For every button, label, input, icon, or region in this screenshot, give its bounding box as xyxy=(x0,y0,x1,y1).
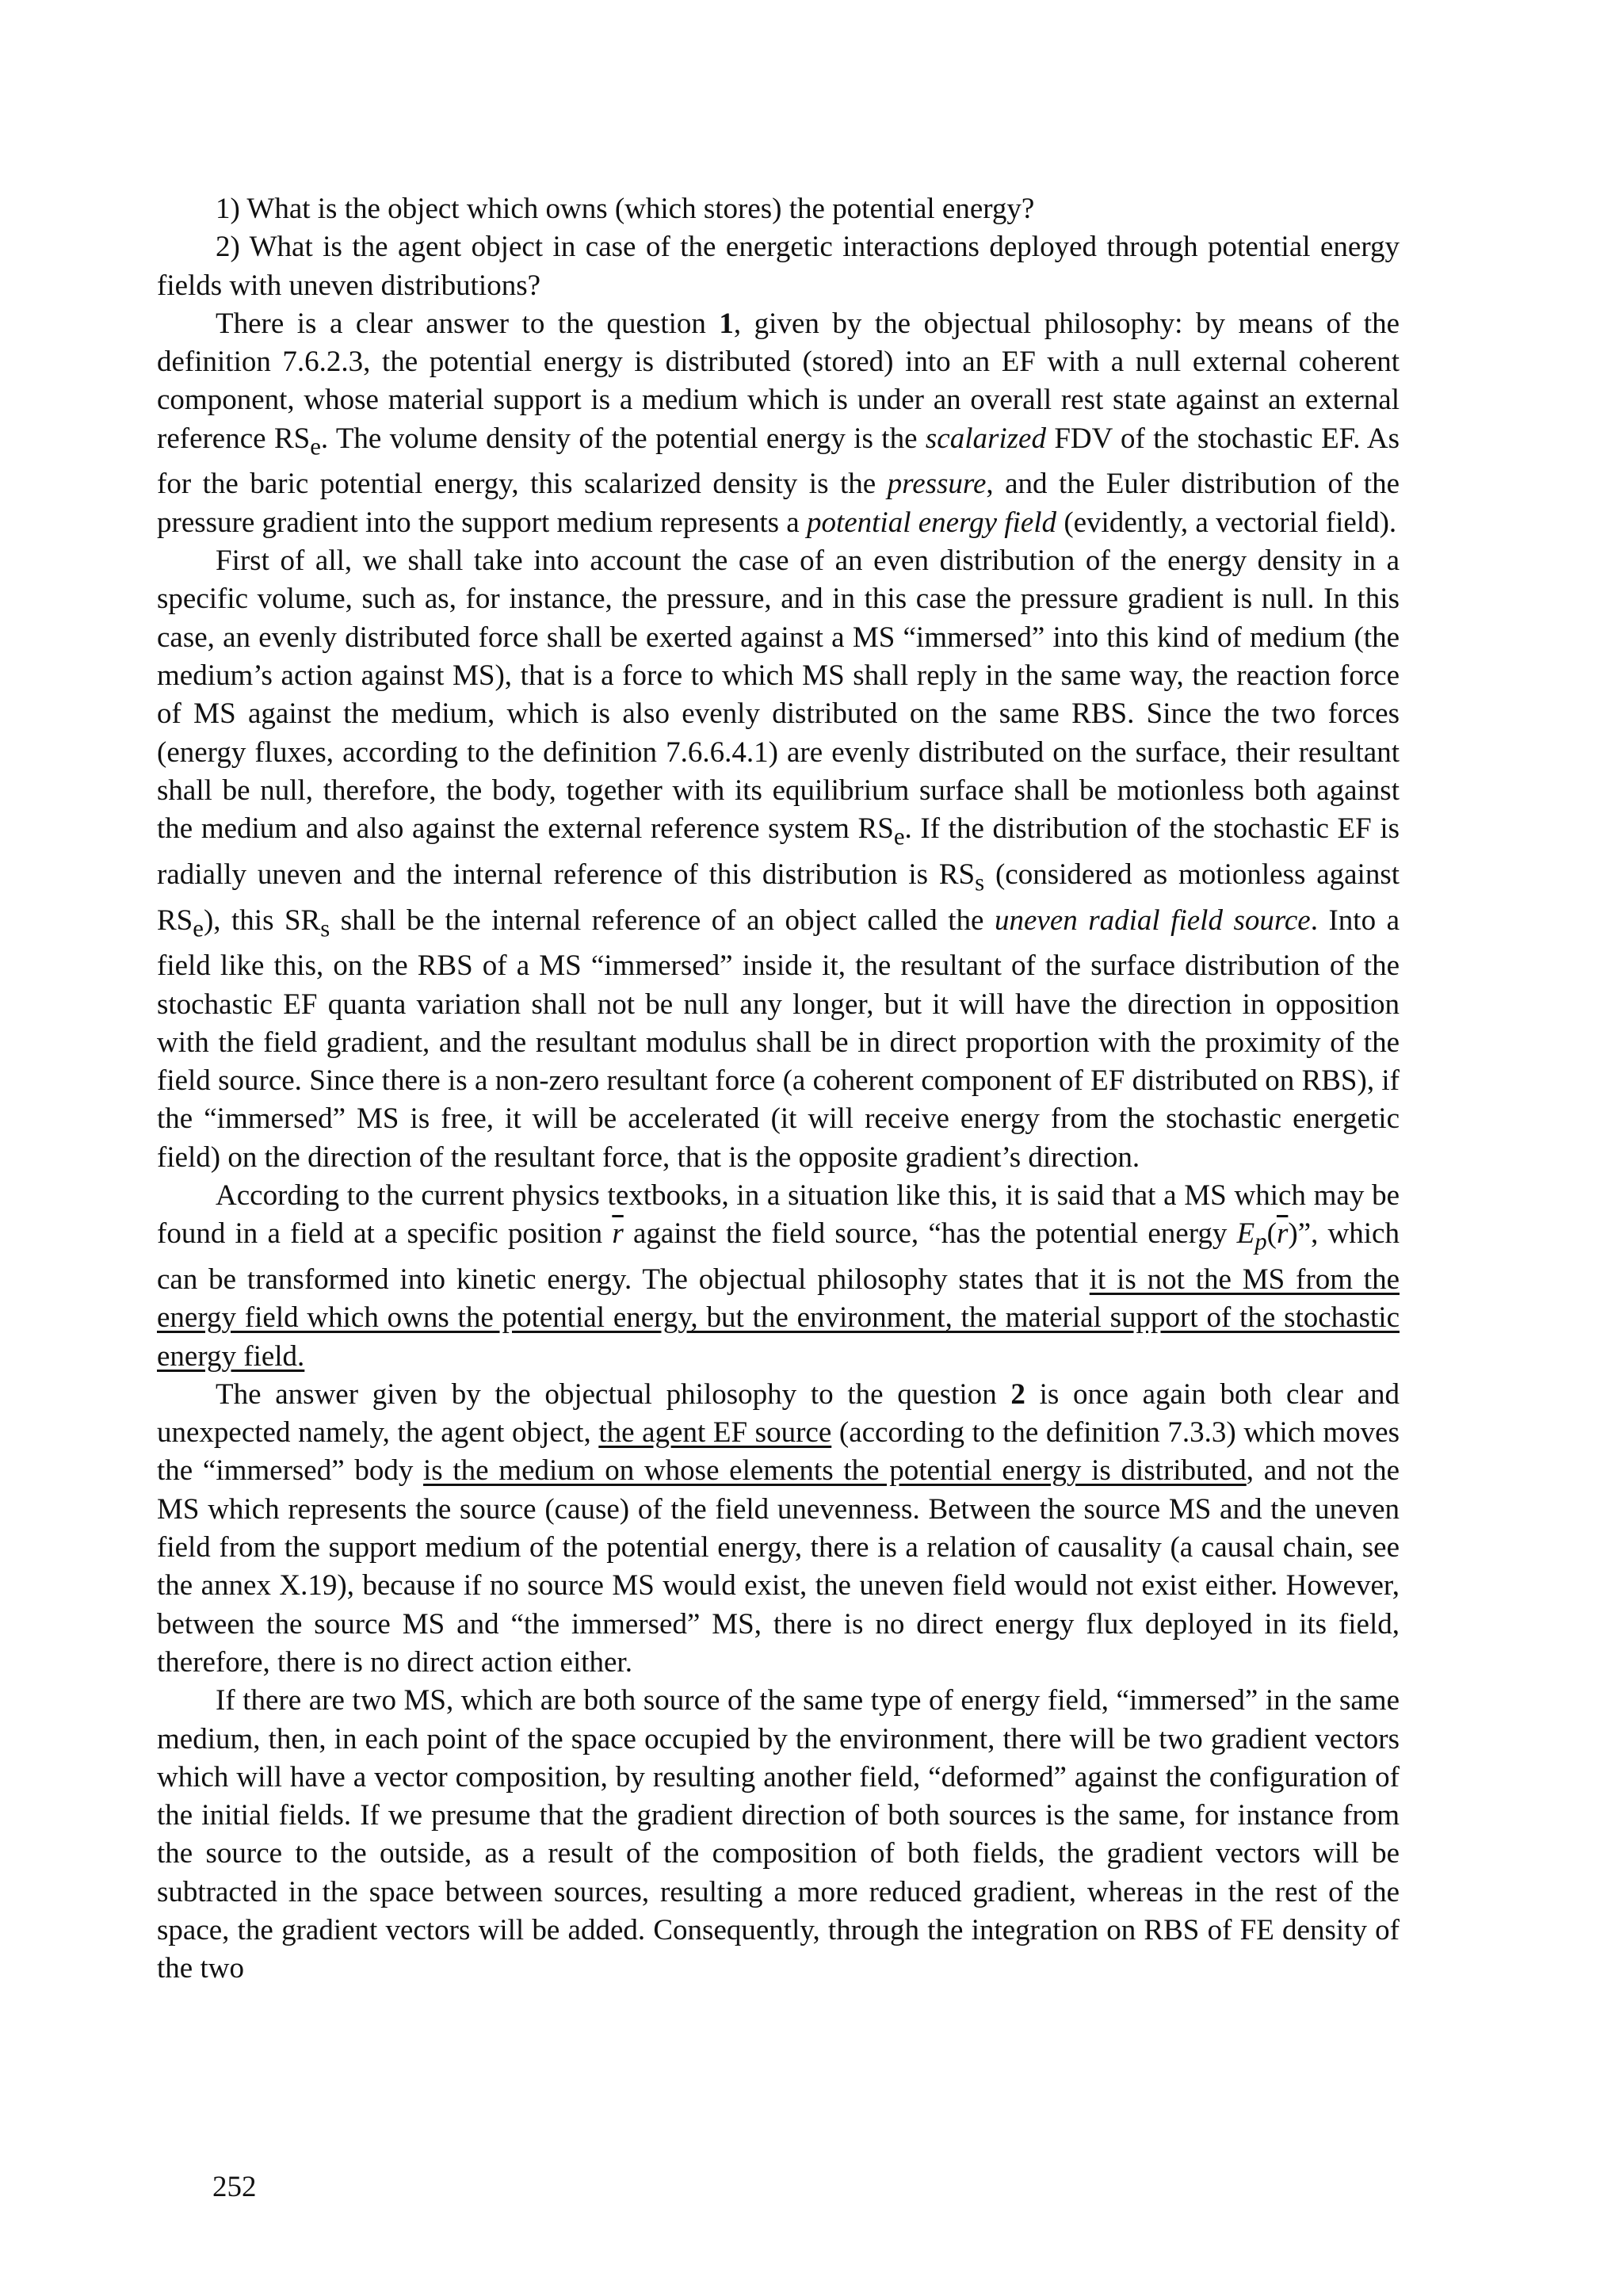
text-run: (considered as motionless against RS xyxy=(157,858,1400,937)
italic-run: pressure xyxy=(887,468,987,501)
math-E: E xyxy=(1236,1217,1255,1251)
document-body xyxy=(157,190,1400,1988)
paragraph-two-sources xyxy=(157,1682,1400,1988)
text-run: ”, which can be transformed into kinetic energy. The objectual philosophy states that xyxy=(157,1217,1400,1296)
paragraph-even-distribution xyxy=(157,542,1400,1177)
text-run: shall be the internal reference of an object called the xyxy=(330,904,995,937)
underlined-run: is the medium on whose elements the potential energy is distributed xyxy=(423,1454,1247,1488)
italic-run: uneven radial field source xyxy=(994,904,1311,937)
subscript: s xyxy=(975,869,985,896)
text-run: (according to the definition 7.3.3) which moves the “immersed” body xyxy=(157,1416,1400,1488)
underlined-run: it is not the MS from the energy field which owns the potential energy, but the environment, the material support of the stochastic energy field. xyxy=(157,1263,1400,1373)
paragraph-textbooks xyxy=(157,1177,1400,1376)
paragraph-answer-2 xyxy=(157,1376,1400,1682)
text-run: There is a clear answer to the question xyxy=(216,307,720,340)
text-run: According to the current physics textbooks, in a situation like this, it is said that a MS which may be found in a field at a specific position xyxy=(157,1179,1400,1251)
text-run: FDV of the stochastic EF. As for the baric potential energy, this scalarized density is the xyxy=(157,422,1400,501)
text-run: . The volume density of the potential energy is the xyxy=(320,422,926,455)
subscript: e xyxy=(893,823,905,850)
text-run: . If the distribution of the stochastic EF is radially uneven and the internal reference of this distribution is RS xyxy=(157,812,1400,891)
bold-run: 1 xyxy=(719,307,734,340)
question-1 xyxy=(157,190,1400,228)
subscript: s xyxy=(320,914,330,942)
text-run: First of all, we shall take into account the case of an even distribution of the energy density in a specific volume, such as, for instance, the pressure, and in this case the pressure gradient is null. In this case, an evenly distributed force shall be exerted against a MS “immersed” into this kind of medium (the medium’s action against MS), that is a force to which MS shall reply in the same way, the reaction force of MS against the medium, which is also evenly distributed on the same RBS. Since the two forces (energy fluxes, according to the definition 7.6.6.4.1) are evenly distributed on the surface, their resultant shall be null, therefore, the body, together with its equilibrium surface shall be motionless both against the medium and also against the external reference system RS xyxy=(157,544,1400,846)
page-number: 252 xyxy=(212,2171,257,2203)
question-2-text: 2) What is the agent object in case of the energetic interactions deployed through potential energy fields with uneven distributions? xyxy=(157,231,1400,302)
text-run: is once again both clear and unexpected namely, the agent object, xyxy=(157,1377,1400,1450)
text-run: (evidently, a vectorial field). xyxy=(1056,506,1397,539)
underlined-run: the agent EF source xyxy=(598,1416,832,1450)
subscript: e xyxy=(193,914,204,942)
vector-r: $\overline{r}$ xyxy=(612,1217,624,1251)
question-2 xyxy=(157,228,1400,305)
bold-run: 2 xyxy=(1010,1377,1025,1411)
text-run: , given by the objectual philosophy: by means of the definition 7.6.2.3, the potential energy is distributed (stored) into an EF with a null external coherent component, whose material support is a medium which is under an overall rest state against an external reference RS xyxy=(157,307,1400,455)
italic-run: scalarized xyxy=(925,422,1046,455)
text-run: , and the Euler distribution of the pressure gradient into the support medium represents a xyxy=(157,468,1400,539)
text-run: The answer given by the objectual philosophy to the question xyxy=(216,1377,1011,1411)
subscript: e xyxy=(310,433,321,460)
text-run: , and not the MS which represents the source (cause) of the field unevenness. Between the source MS and the uneven field from the support medium of the potential energy, there is a relation of causality (a causal chain, see the annex X.19), because if no source MS would exist, the uneven field would not exist either. However, between the source MS and “the immersed” MS, there is no direct energy flux deployed in its field, therefore, there is no direct action either. xyxy=(157,1454,1400,1679)
text-run: against the field source, “has the potential energy xyxy=(623,1217,1237,1251)
subscript: p xyxy=(1254,1228,1267,1255)
paragraph-answer-1 xyxy=(157,305,1400,542)
text-run: If there are two MS, which are both source of the same type of energy field, “immersed” in the same medium, then, in each point of the space occupied by the environment, there will be two gradient vectors which will have a vector composition, by resulting another field, “deformed” against the configuration of the initial fields. If we presume that the gradient direction of both sources is the same, for instance from the source to the outside, as a result of the composition of both fields, the gradient vectors will be subtracted in the space between sources, resulting a more reduced gradient, whereas in the rest of the space, the gradient vectors will be added. Consequently, through the integration on RBS of FE density of the two xyxy=(157,1684,1400,1985)
text-run: . Into a field like this, on the RBS of a MS “immersed” inside it, the resultant of the surface distribution of the stochastic EF quanta variation shall not be null any longer, but it will have the direction in opposition with the field gradient, and the resultant modulus shall be in direct proportion with the proximity of the field source. Since there is a non-zero resultant force (a coherent component of EF distributed on RBS), if the “immersed” MS is free, it will be accelerated (it will receive energy from the stochastic energetic field) on the direction of the resultant force, that is the opposite gradient’s direction. xyxy=(157,904,1400,1174)
math-paren: ( xyxy=(1266,1217,1277,1251)
question-1-text: 1) What is the object which owns (which stores) the potential energy? xyxy=(216,193,1035,225)
math-paren: ) xyxy=(1288,1217,1298,1251)
text-run: ), this SR xyxy=(203,904,321,937)
vector-r: $\overline{r}$ xyxy=(1276,1217,1289,1251)
italic-run: potential energy field xyxy=(806,506,1057,539)
